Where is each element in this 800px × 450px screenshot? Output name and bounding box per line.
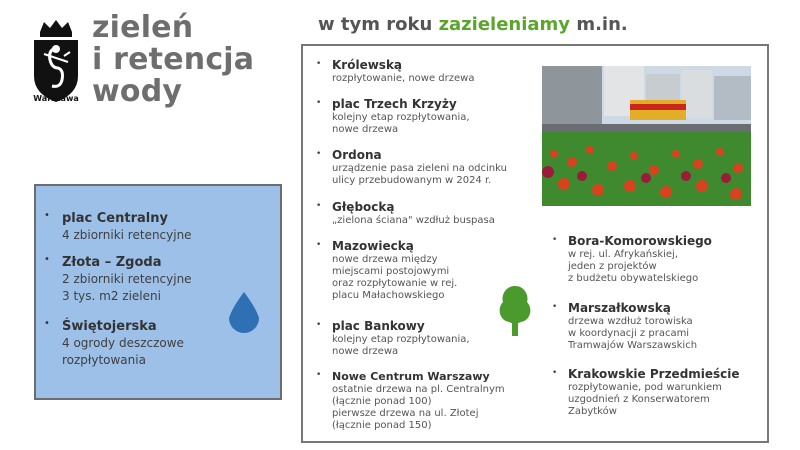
item-desc: 4 ogrody deszczowe xyxy=(62,336,184,350)
item-desc: 4 zbiorniki retencyjne xyxy=(62,228,192,242)
item-desc: „zielona ściana" wzdłuż buspasa xyxy=(332,215,495,226)
title-line: wody xyxy=(92,74,183,109)
bullet-icon: • xyxy=(316,59,322,69)
item-desc: miejscami postojowymi xyxy=(332,266,450,277)
list-item xyxy=(316,239,458,302)
item-desc: w rej. ul. Afrykańskiej, xyxy=(568,249,679,260)
item-desc: ulicy przebudowanym w 2024 r. xyxy=(332,175,492,186)
bullet-icon: • xyxy=(316,98,322,108)
item-desc: nowe drzewa między xyxy=(332,254,438,265)
item-title: Głębocką xyxy=(332,200,395,214)
item-desc: (łącznie ponad 150) xyxy=(332,420,432,431)
item-title: Mazowiecką xyxy=(332,239,414,253)
list-item xyxy=(552,301,698,352)
item-desc: nowe drzewa xyxy=(332,124,399,135)
item-desc: drzewa wzdłuż torowiska xyxy=(568,316,693,327)
list-item xyxy=(316,200,495,227)
item-desc: rozpłytowanie, pod warunkiem xyxy=(568,382,722,393)
list-item xyxy=(316,319,470,358)
list-item xyxy=(316,97,470,136)
bullet-icon: • xyxy=(316,320,322,330)
item-desc: kolejny etap rozpłytowania, xyxy=(332,334,470,345)
item-desc: z budżetu obywatelskiego xyxy=(568,273,699,284)
item-desc: Zabytków xyxy=(568,406,617,417)
item-desc: oraz rozpłytowanie w rej. xyxy=(332,278,458,289)
item-desc: w koordynacji z pracami xyxy=(568,328,690,339)
item-desc: urządzenie pasa zieleni na odcinku xyxy=(332,163,507,174)
item-desc: rozpłytowania xyxy=(62,353,146,367)
item-desc: kolejny etap rozpłytowania, xyxy=(332,112,470,123)
item-desc: placu Małachowskiego xyxy=(332,290,445,301)
street-tulips-photo xyxy=(542,66,751,206)
bullet-icon: • xyxy=(44,254,50,265)
item-desc: nowe drzewa xyxy=(332,346,399,357)
item-title: Marszałkowską xyxy=(568,301,671,315)
item-title: plac Bankowy xyxy=(332,319,425,333)
water-drop-icon xyxy=(226,290,262,336)
item-title: Bora-Komorowskiego xyxy=(568,234,712,248)
bullet-icon: • xyxy=(316,370,322,380)
bullet-icon: • xyxy=(552,235,558,245)
item-title: plac Trzech Krzyży xyxy=(332,97,457,111)
section-header xyxy=(318,14,628,35)
title-line: i retencja xyxy=(92,42,255,77)
bullet-icon: • xyxy=(316,201,322,211)
bullet-icon: • xyxy=(552,302,558,312)
bullet-icon: • xyxy=(44,318,50,329)
item-desc: uzgodnień z Konserwatorem xyxy=(568,394,710,405)
item-desc: pierwsze drzewa na ul. Złotej xyxy=(332,408,479,419)
tree-icon xyxy=(497,284,533,338)
bullet-icon: • xyxy=(316,240,322,250)
item-title: Nowe Centrum Warszawy xyxy=(332,370,490,383)
header-prefix: w tym roku xyxy=(318,14,439,35)
list-item xyxy=(316,148,507,187)
item-desc: 3 tys. m2 zieleni xyxy=(62,289,161,303)
title-line: zieleń xyxy=(92,10,194,45)
list-item xyxy=(552,367,740,418)
list-item xyxy=(316,369,505,432)
header-suffix: m.in. xyxy=(570,14,628,35)
bullet-icon: • xyxy=(44,210,50,221)
bullet-icon: • xyxy=(552,368,558,378)
item-desc: 2 zbiorniki retencyjne xyxy=(62,272,192,286)
page-title xyxy=(92,12,254,108)
item-title: Ordona xyxy=(332,148,382,162)
logo-caption: Warszawa xyxy=(33,94,79,103)
item-title: Królewską xyxy=(332,58,403,72)
item-title: plac Centralny xyxy=(62,211,168,226)
bullet-icon: • xyxy=(316,149,322,159)
item-desc: (łącznie ponad 100) xyxy=(332,396,432,407)
header-highlight: zazieleniamy xyxy=(438,14,571,35)
list-item xyxy=(316,58,475,85)
item-desc: jeden z projektów xyxy=(568,261,657,272)
list-item xyxy=(552,234,712,285)
list-item xyxy=(46,210,276,244)
item-desc: rozpłytowanie, nowe drzewa xyxy=(332,73,475,84)
item-title: Złota – Zgoda xyxy=(62,255,162,270)
item-desc: ostatnie drzewa na pl. Centralnym xyxy=(332,384,505,395)
item-title: Świętojerska xyxy=(62,319,157,334)
item-desc: Tramwajów Warszawskich xyxy=(568,340,698,351)
item-title: Krakowskie Przedmieście xyxy=(568,367,740,381)
